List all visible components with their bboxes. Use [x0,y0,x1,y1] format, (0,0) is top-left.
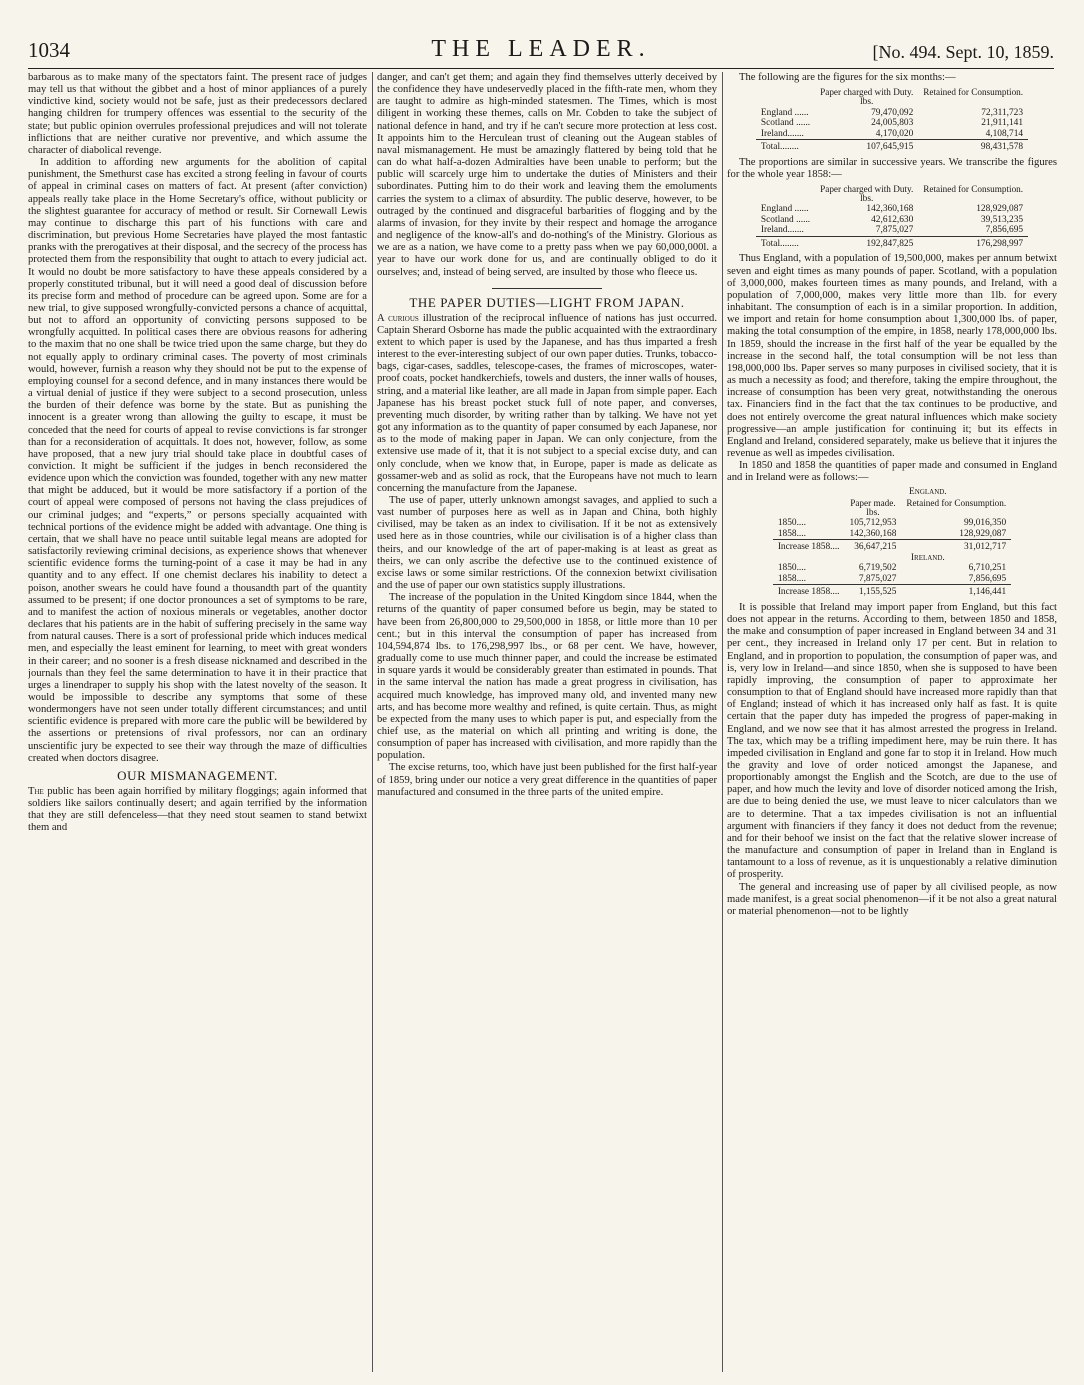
table-row: Scotland ...... 24,005,803 21,911,141 [760,118,1024,129]
table-row: 1858.... 7,875,027 7,856,695 [777,573,1007,584]
article-paragraph: The general and increasing use of paper by all civilised people, as now made manifest, is a great social phenomenon—if it be not also a great natural or material phenomenon—not to be lightly [727,881,1057,917]
table-row: 1858.... 142,360,168 128,929,087 [777,528,1007,539]
table-row: 1850.... 6,719,502 6,710,251 [777,563,1007,574]
article-paragraph: barbarous as to make many of the spectators faint. The present race of judges may tell us that without the gibbet and a host of minor appliances of a purely vindictive kind, society would not be safe, just as their predecessors declared hanging children for trumpery offences was essential to the security of the state; but public opinion overrules professional prejudices and will not tolerate inflictions that are neither curative nor preventive, and which assume the character of diabolical revenge. [28,72,367,156]
article-paragraph: In 1850 and 1858 the quantities of paper made and consumed in England and in Ireland were as follows:— [727,460,1057,484]
table-header: Retained for Consumption. [923,87,1024,98]
table-section-label: Ireland. [910,552,945,563]
table-total-row: Increase 1858.... 36,647,215 31,012,717 [773,540,1011,553]
table-row: Ireland....... 7,875,027 7,856,695 [760,225,1024,236]
table-year-1858 [756,184,1028,250]
column-3 [722,72,1057,1372]
table-header: Retained for Consumption. [923,183,1024,194]
lead-text: illustration of the reciprocal influence of nations has just occurred. Captain Sherard Osborne has made the public acquainted with the extraordinary extent to which paper is used by the Japanese, and has thus imparted a fresh interest to the ever-interesting subject of our own paper duties. Trunks, tobacco-bags, cigar-cases, saddles, telescope-cases, the frames of microscopes, water-proof coats, pocket handkerchiefs, towels and dusters, the inner walls of houses, string, and a material like leather, are all made in Japan from simple paper. Each Japanese has his breast pocket stuck full of note paper, and converses, preventing much disorder, by writing rather than by talking. We have not yet got any information as to the quantity of paper consumed by each Japanese, nor as to the mode of making paper in Japan. We can only conjecture, from the extensive use made of it, that it is not subject to a special excise duty, and can only conclude, when we know that, in Europe, paper is made as delicate as gossamer-web and as solid as rock, that the Europeans have not much to learn concerning the manufacture from the Japanese. [377,312,717,494]
table-six-months [756,87,1028,153]
table-section-label: England. [909,487,947,498]
table-header: Paper made. [850,497,896,508]
article-paragraph: Thus England, with a population of 19,500,000, makes per annum betwixt seven and eight times as many pounds of paper. Scotland, with a population of 3,000,000, makes fourteen times as many pounds, and Ireland, with a population of 7,000,000, makes very little more than 1lb. for every inhabitant. The consumption of each is in a similar proportion. In addition, we import and retain for home consumption about 1,300,000 lbs. of paper, making the total consumption of the empire, in 1858, nearly 178,000,000 lbs. In 1859, should the increase in the first half of the year be equalled by the increase in the second half, the total consumption will be not less than 198,000,000 lbs. Paper serves so many purposes in civilised society, that it is as much a necessity as food; and therefore, taking the empire throughout, the increase of consumption has been very great, notwithstanding the onerous tax. Financiers find in the fact that the tax continues to be productive, and does not entirely overcome the great natural influences which make society progressive—an ample justification for continuing it; but its effects in England and Ireland, considered separately, make us believe that it injures the revenue as well as impedes civilisation. [727,253,1057,459]
lead-text: public has been again horrified by military floggings; again informed that soldiers like sailors continually desert; and again terrified by the information that they are still defenceless—that they need stout seamen to stand betwixt them and [28,785,367,834]
lead-word: A curious [377,312,419,324]
lead-word: The [28,785,44,797]
page-number: 1034 [28,38,70,62]
table-row: 1850.... 105,712,953 99,016,350 [777,518,1007,529]
table-unit: lbs. [866,507,880,518]
article-paragraph: The proportions are similar in successive years. We transcribe the figures for the whole year 1858:— [727,156,1057,180]
table-row: England ...... 79,470,092 72,311,723 [760,107,1024,118]
table-row: Scotland ...... 42,612,630 39,513,235 [760,214,1024,225]
column-2 [372,72,717,1372]
table-total-row: Total........ 192,847,825 176,298,997 [756,236,1028,249]
table-total-row: Increase 1858.... 1,155,525 1,146,441 [773,585,1011,598]
table-row: England ...... 142,360,168 128,929,087 [760,204,1024,215]
table-header: Paper charged with Duty. [820,87,914,98]
article-paragraph: The use of paper, utterly unknown amongst savages, and applied to such a vast number of purposes here as well as in Japan and China, both highly civilised, may be taken as an index to civilisation. If it be not as extensively used here as in those countries, while our civilisation is of a higher class than theirs, and our knowledge of the art of paper-making is at least as great as theirs, we can only ascribe the defective use to the continued existence of excise laws or some similar restrictions. Of the connexion betwixt civilisation and the use of paper our own statistics supply illustrations. [377,495,717,592]
article-heading-paper-duties: THE PAPER DUTIES—LIGHT FROM JAPAN. [409,294,685,310]
article-paragraph: danger, and can't get them; and again they find themselves utterly deceived by the confidence they have undeservedly placed in the fifth-rate men, whom they are taught to admire as high-minded statesmen. The Times, which is most diligent in working these themes, calls on Mr. Cobden to take the subject of national defence in hand, and try if he can't secure more protection at less cost. It appoints him to the Herculean trust of cleaning out the Augean stables of naval mismanagement. He must be amazingly flattered by being told that he can do what half-a-dozen Admiralties have been unable to perform; but the public will scarcely urge him to undertake the duties of Ministers and their subordinates. Putting him to do their work and leaving them the emoluments carries the system to a climax of absurdity. The public deserve, however, to be outraged by the continued and disgraceful barbarities of flogging and by the alarms of invasion, for they invite by their respect and homage the arrogance and negligence of the know-all's and do-nothing's of the Ministry. Glorious as we are as a nation, we have come to a pretty pass when we pay 60,000,000l. a year to have our work done for us, and are continually obliged to do it ourselves; and, instead of being served, are insulted by those who fleece us. [377,72,717,278]
table-unit: lbs. [860,193,874,204]
article-heading-mismanagement: OUR MISMANAGEMENT. [117,767,278,783]
article-paragraph [377,313,717,495]
table-england-ireland [773,487,1011,598]
article-paragraph [28,786,367,835]
column-1 [28,72,367,1372]
table-unit: lbs. [860,97,874,108]
newspaper-title: THE LEADER. [431,36,651,62]
table-header: Retained for Consumption. [906,497,1007,508]
section-divider [492,288,602,289]
issue-date: [No. 494. Sept. 10, 1859. [872,42,1054,62]
article-paragraph: It is possible that Ireland may import paper from England, but this fact does not appear in the returns. According to them, between 1850 and 1858, the make and consumption of paper increased in England between 34 and 31 per cent., they increased in Ireland only 17 per cent. But in relation to England, and in proportion to population, the consumption of paper was, and is, very low in Ireland—and since 1850, when she is supposed to have been rapidly improving, the consumption of paper to approximate her consumption to that of England should have increased more rapidly than that of England; instead of which it has increased only half as fast. It is quite certain that the paper duty has impeded the progress of paper-making in England, and we now see that it has almost arrested the progress in Ireland. The tax, which may be a trifling impediment here, may be ruin there. It has impeded civilisation in England and gone far to stop it in Ireland. How much the gravity and love of order noticed amongst the Japanese, and proportionably amongst the English and the Scotch, are due to the use of paper, and how much the levity and love of disorder noticed among the Irish, are due to being denied the use, we must leave to nicer calculators than we are to determine. That a tax impedes civilisation is not an influential argument with financiers if they fancy it does not deduct from the revenue; and for their behoof we insist on the fact that the relative slower increase of the manufacture and consumption of paper in Ireland than in England is tantamount to a loss of revenue, as it is unquestionably a relative diminution of prosperity. [727,601,1057,881]
article-paragraph: The excise returns, too, which have just been published for the first half-year of 1859, bring under our notice a very great difference in the quantities of paper manufactured and consumed in the three parts of the united empire. [377,762,717,798]
masthead [28,36,1054,69]
table-total-row: Total........ 107,645,915 98,431,578 [756,140,1028,153]
article-paragraph: In addition to affording new arguments for the abolition of capital punishment, the Smethurst case has excited a strong feeling in favour of courts of appeal in criminal cases on matters of fact. At present (after conviction) appeals really take place in the Home Secretary's office, without publicity or the slightest guarantee for accuracy of method or result. Sir Cornewall Lewis may continue to discharge this part of his functions with care and discrimination, but previous Home Secretaries have played the most fantastic pranks with the prerogatives at their disposal, and the secrecy of the process has protected them from the responsibility that ought to attach to every judicial act. It would no doubt be more satisfactory to have these appeals considered by a properly constituted tribunal, but it will need a good deal of discussion before its precise form and method of procedure can be agreed upon. Some are for a new trial, to give supposed wrongfully-convicted persons a chance of acquittal, but not to afford an opportunity of convicting persons supposed to be wrongfully acquitted. In political cases there are obvious reasons for adhering to the maxim that no one shall be twice tried upon the same charge, but they do not equally apply to ordinary criminal cases. The poverty of most criminals would, however, furnish a reason why they should not be put to the expense of employing counsel for a second defence, and in many instances there would be a virtual denial of justice if they were subject to a second prosecution, unless the burden of their defence was borne by the state. But as punishing the innocent is a greater wrong than allowing the guilty to escape, it must be conceded that the need for courts of appeal to revise convictions is far stronger than for a reconsideration of acquittals. It does not, however, follow, as some have proposed, that a new jury trial should take place in doubtful cases of conviction. It might be sufficient if the judges in bench reconsidered the evidence upon which the conviction was founded, together with any new matter that might be adduced, but it would be more satisfactory if a portion of the court of appeal were composed of persons not having the class prejudices of our criminal judges; and “experts,” or persons specially acquainted with technical portions of the evidence might be added with advantage. One thing is certain, that we shall have no peace until suitable legal means are adopted for satisfactorily reviewing criminal decisions, as experience shows that whenever scientific evidence forms the turning-point of a case it may be had in any quantity and to any effect. If one chemist declares his inability to detect a poison, another swears he could have found a thousandth part of the quantity assumed to be present; if one doctor pronounces a set of symptoms to be rare, and to manifest the action of noxious minerals or vegetables, another doctor declares that his patients are in the habit of suffering precisely in the same way from natural causes. There is a sort of professional pride which induces medical men, and especially the least eminent for learning, to meet with great wonders in their career; and no sooner is a fresh disease nicknamed and described in the journals than they feel the same determination to have it in their practice that urges a linendraper to supply his shop with the latest novelty of the season. It would be impossible to describe any symptoms that some of these wondermongers have not seen under totally different circumstances; and until scientific evidence is prepared with more care the public will be bewildered by the assertions or pretensions of rival professors, nor can an ordinary unscientific jury be expected to see their way through the maze of difficulties created when doctors disagree. [28,157,367,764]
article-paragraph: The following are the figures for the six months:— [739,72,956,83]
article-paragraph: The increase of the population in the United Kingdom since 1844, when the returns of the quantity of paper consumed before us begin, may be stated to have been from 26,800,000 to 29,500,000 in 1858, or little more than 10 per cent.; but in this interval the consumption of paper has increased from 104,594,874 lbs. to 176,298,997 lbs., or 68 per cent. We have, however, gradually come to use much thinner paper, and could the increase be estimated in square yards it would be considerably greater than estimated in pounds. That in the same interval the nation has made a great progress in civilisation, has acquired much knowledge, has improved many old, and invented many new arts, and has become more wealthy and refined, is quite certain. Thus, as might be expected from the many uses to which paper is put, and especially from the chief use, as the material on which all printing and writing is done, the consumption of paper has increased with civilisation, and more rapidly than the population. [377,592,717,762]
table-header: Paper charged with Duty. [820,183,914,194]
table-row: Ireland....... 4,170,020 4,108,714 [760,128,1024,139]
